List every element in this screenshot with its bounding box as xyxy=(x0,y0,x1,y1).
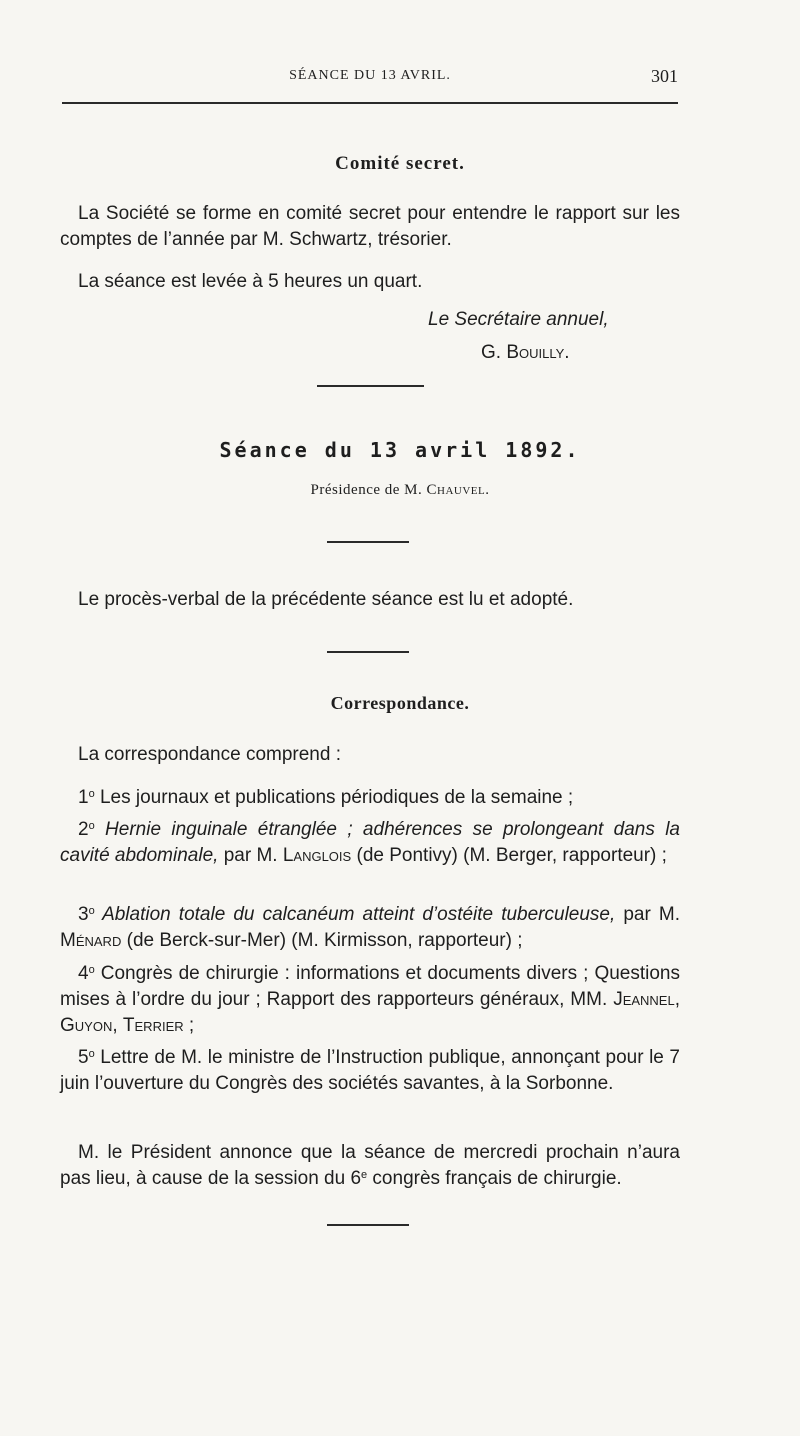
item-author: Terrier xyxy=(122,1015,184,1036)
list-item-ablation xyxy=(60,902,680,954)
section-rule xyxy=(327,541,409,543)
item-separator: , xyxy=(674,989,680,1010)
ordinal-mark: o xyxy=(88,905,95,917)
end-rule xyxy=(327,1224,409,1226)
presidence-line xyxy=(0,482,800,499)
list-item-journaux xyxy=(60,785,680,811)
item-by: par M. xyxy=(218,845,283,866)
list-item-congres xyxy=(60,961,680,1039)
ordinal-mark: o xyxy=(88,820,95,832)
president-name: Chauvel. xyxy=(426,482,490,498)
signature-name xyxy=(481,342,570,364)
running-title: SÉANCE DU 13 AVRIL. xyxy=(289,68,451,83)
item-number: 5 xyxy=(78,1047,89,1068)
item-text: Les journaux et publications périodiques de la semaine ; xyxy=(94,787,574,808)
item-author: Langlois xyxy=(282,845,352,866)
section-heading-comite: Comité secret. xyxy=(335,153,465,174)
signature-title: Le Secrétaire annuel, xyxy=(428,309,609,330)
paragraph-text: M. le Président annonce que la séance de mercredi prochain n’aura pas lieu, à cause de la session du 6 xyxy=(60,1142,680,1189)
list-item-lettre xyxy=(60,1045,680,1097)
page-header xyxy=(62,62,678,102)
paragraph-correspondance-intro: La correspondance comprend : xyxy=(78,744,341,765)
item-text: Congrès de chirurgie : informations et documents divers ; Questions mises à l’ordre du jour ; Rapport des rapporteurs généraux, MM. xyxy=(60,963,680,1010)
paragraph-seance-levee: La séance est levée à 5 heures un quart. xyxy=(78,271,423,292)
ordinal-mark: o xyxy=(88,788,95,800)
section-rule xyxy=(327,651,409,653)
item-number: 1 xyxy=(78,787,89,808)
session-heading: Séance du 13 avril 1892. xyxy=(219,438,581,462)
item-rest: (de Berck-sur-Mer) (M. Kirmisson, rapporteur) ; xyxy=(121,930,523,951)
ordinal-mark: o xyxy=(88,964,95,976)
section-heading-correspondance: Correspondance. xyxy=(330,693,470,713)
item-author: Guyon xyxy=(60,1015,113,1036)
item-end: ; xyxy=(183,1015,195,1036)
item-separator: , xyxy=(112,1015,123,1036)
header-rule xyxy=(62,102,678,104)
paragraph-text: congrès français de chirurgie. xyxy=(367,1168,622,1189)
paragraph-president-annonce xyxy=(60,1140,680,1192)
paragraph-comite-rapport: La Société se forme en comité secret pour entendre le rapport sur les comptes de l’année par M. Schwartz, trésorier. xyxy=(60,203,680,250)
item-author: Ménard xyxy=(60,930,122,951)
presidence-prefix: Présidence de M. xyxy=(310,482,427,498)
signature-initial: G. xyxy=(481,342,507,363)
item-text: Lettre de M. le ministre de l’Instruction publique, annonçant pour le 7 juin l’ouverture du Congrès des sociétés savantes, à la Sorbonne. xyxy=(60,1047,680,1094)
item-number: 4 xyxy=(78,963,89,984)
item-title: Hernie inguinale étranglée ; adhérences se prolongeant dans la cavité abdominale, xyxy=(60,819,680,866)
item-number: 2 xyxy=(78,819,89,840)
page-number: 301 xyxy=(651,66,678,86)
list-item-hernie xyxy=(60,817,680,869)
signature-surname: Bouilly. xyxy=(506,342,570,363)
paragraph-proces-verbal: Le procès-verbal de la précédente séance est lu et adopté. xyxy=(78,589,574,610)
item-number: 3 xyxy=(78,904,89,925)
item-author: Jeannel xyxy=(613,989,675,1010)
item-rest: (de Pontivy) (M. Berger, rapporteur) ; xyxy=(351,845,667,866)
item-by: par M. xyxy=(615,904,680,925)
ordinal-mark: o xyxy=(88,1048,95,1060)
item-title: Ablation totale du calcanéum atteint d’ostéite tuberculeuse, xyxy=(94,904,616,925)
section-rule xyxy=(317,385,424,387)
ordinal-mark: e xyxy=(361,1169,368,1181)
